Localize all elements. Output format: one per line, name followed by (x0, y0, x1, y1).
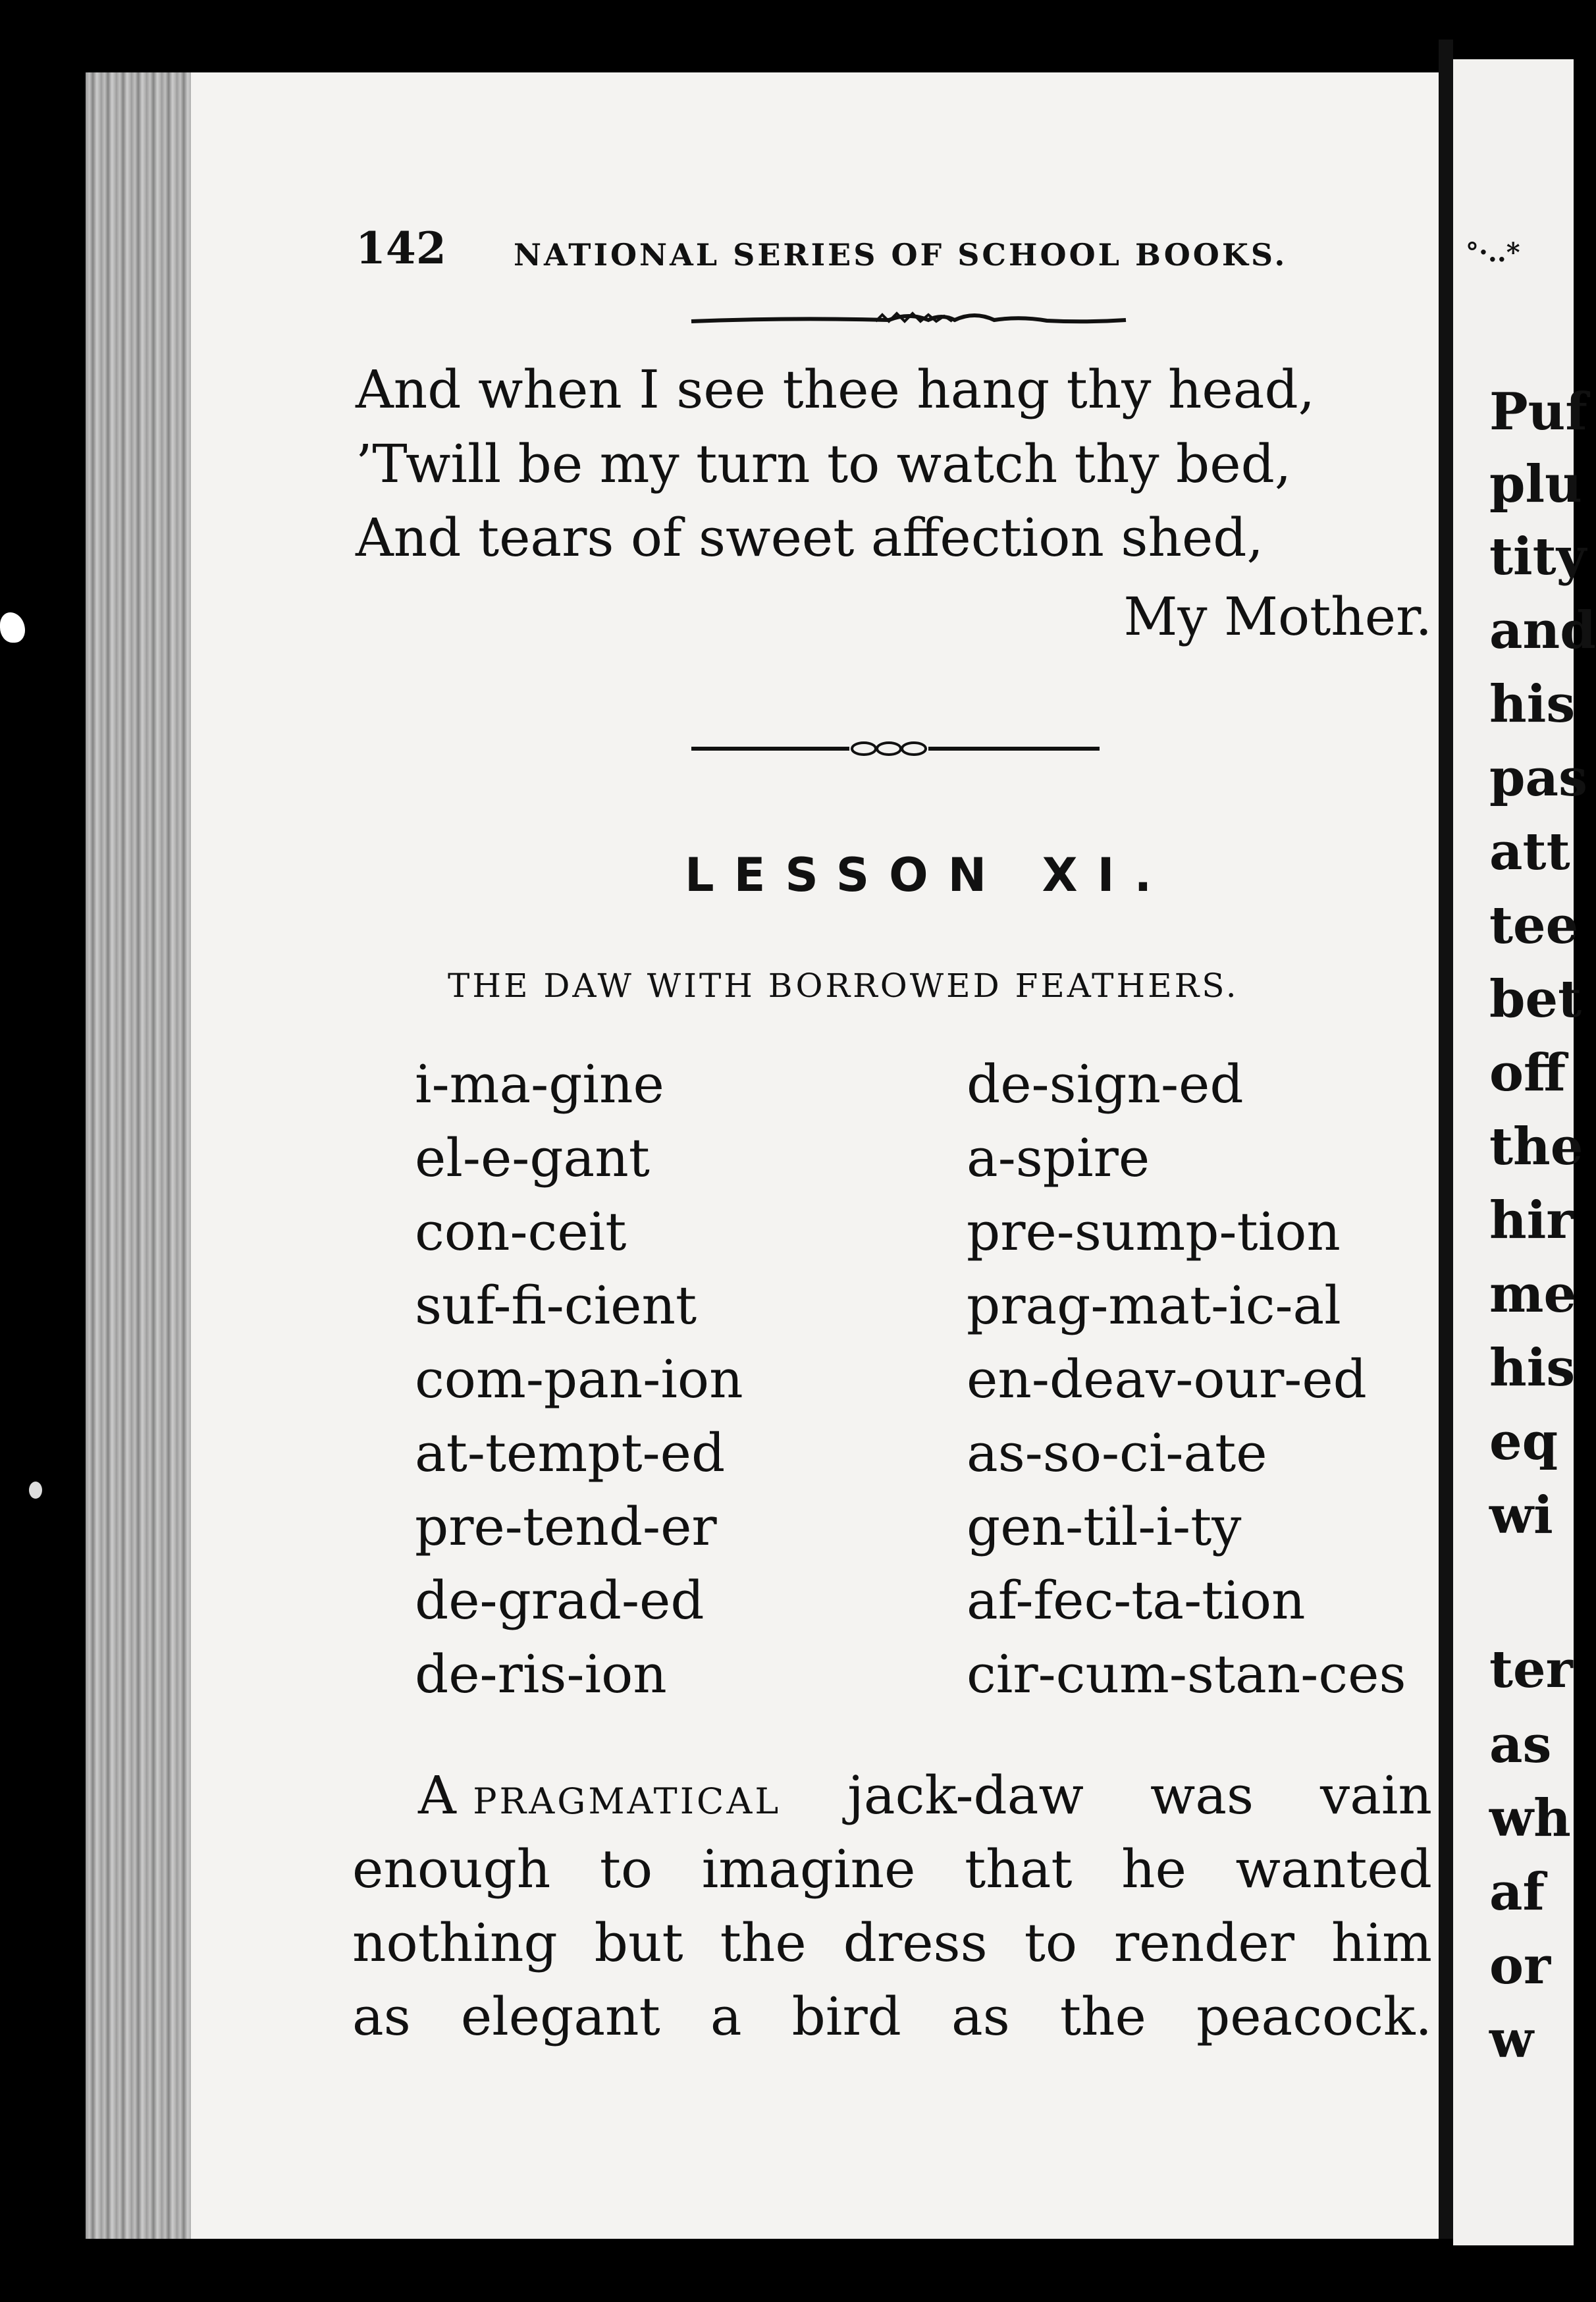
ornament-rule (691, 309, 1126, 329)
prose-word: nothing (352, 1912, 558, 1973)
prose-word: enough (352, 1838, 551, 1900)
poem-line: And when I see thee hang thy head, (356, 359, 1316, 420)
right-page-head-fragment: °·..* (1466, 237, 1520, 268)
right-page-fragment: and (1489, 601, 1596, 660)
page-edge (86, 72, 191, 2239)
right-page-fragment: tity (1489, 527, 1587, 587)
right-page-fragment: me (1489, 1264, 1577, 1324)
lesson-title: THE DAW WITH BORROWED FEATHERS. (448, 967, 1239, 1005)
right-page-fragment: plu (1489, 454, 1582, 514)
spelling-word: prag-mat-ic-al (967, 1275, 1341, 1336)
spelling-word: de-ris-ion (415, 1644, 667, 1705)
prose-word: but (594, 1912, 683, 1973)
right-page-fragment: the (1489, 1117, 1583, 1177)
spelling-word: el-e-gant (415, 1127, 650, 1189)
spelling-word: de-sign-ed (967, 1054, 1244, 1115)
prose-word: imagine (701, 1838, 916, 1900)
scan-mark (29, 1482, 42, 1499)
right-page-fragment: ter (1489, 1640, 1573, 1700)
prose-word: jack-daw (847, 1765, 1084, 1826)
spelling-word: con-ceit (415, 1201, 627, 1262)
prose-word: was (1150, 1765, 1254, 1826)
prose-word: PRAGMATICAL (473, 1780, 782, 1822)
spelling-word: i-ma-gine (415, 1054, 664, 1115)
right-page-fragment: his (1489, 1338, 1576, 1398)
spelling-word: en-deav-our-ed (967, 1349, 1367, 1410)
spelling-word: a-spire (967, 1127, 1150, 1189)
right-page-fragment: tee (1489, 896, 1579, 955)
right-page-fragment: af (1489, 1862, 1545, 1922)
right-page-fragment: hir (1489, 1191, 1574, 1250)
right-page-fragment: wh (1489, 1788, 1571, 1848)
right-page-fragment: off (1489, 1043, 1566, 1103)
right-page-fragment: wi (1489, 1486, 1553, 1545)
prose-word: elegant (460, 1986, 660, 2047)
right-page-fragment: as (1489, 1715, 1552, 1775)
scan-mark (0, 612, 25, 643)
prose-word: him (1331, 1912, 1432, 1973)
prose-word: as (951, 1986, 1010, 2047)
poem-closing: My Mother. (1123, 586, 1432, 647)
prose-word: to (1024, 1912, 1077, 1973)
prose-word: peacock. (1196, 1986, 1432, 2047)
right-page-fragment: att (1489, 822, 1570, 882)
prose-word: vain (1320, 1765, 1432, 1826)
section-divider (691, 739, 1100, 759)
prose-line (352, 1912, 1432, 1973)
poem-line: ’Twill be my turn to watch thy bed, (356, 433, 1292, 495)
prose-line (352, 1838, 1432, 1900)
prose-word: A (418, 1765, 456, 1826)
prose-word: the (1059, 1986, 1146, 2047)
right-page-fragment: his (1489, 674, 1576, 734)
right-page-fragment: w (1489, 2010, 1534, 2070)
prose-word: to (599, 1838, 653, 1900)
spelling-word: de-grad-ed (415, 1570, 705, 1631)
spelling-word: pre-sump-tion (967, 1201, 1341, 1262)
spelling-word: as-so-ci-ate (967, 1422, 1267, 1484)
prose-word: dress (843, 1912, 988, 1973)
prose-word: a (710, 1986, 742, 2047)
right-page-fragment: Puf (1489, 382, 1587, 442)
right-page-fragment: or (1489, 1936, 1551, 1996)
spelling-word: com-pan-ion (415, 1349, 743, 1410)
right-page-fragment: eq (1489, 1412, 1558, 1472)
right-page-fragment: bet (1489, 969, 1582, 1029)
poem-line: And tears of sweet affection shed, (356, 507, 1264, 568)
prose-line (352, 1986, 1432, 2047)
prose-word: wanted (1235, 1838, 1432, 1900)
prose-word: he (1121, 1838, 1186, 1900)
spelling-word: af-fec-ta-tion (967, 1570, 1306, 1631)
book-gutter (1439, 40, 1453, 2239)
spelling-word: suf-fi-cient (415, 1275, 697, 1336)
prose-word: render (1114, 1912, 1294, 1973)
spelling-word: pre-tend-er (415, 1496, 717, 1557)
prose-word: the (720, 1912, 807, 1973)
prose-word: bird (791, 1986, 901, 2047)
prose-line (418, 1765, 1432, 1826)
page-number: 142 (356, 223, 446, 274)
lesson-heading: LESSON XI. (685, 848, 1172, 902)
spelling-word: at-tempt-ed (415, 1422, 726, 1484)
series-title: NATIONAL SERIES OF SCHOOL BOOKS. (514, 237, 1288, 273)
prose-word: that (965, 1838, 1073, 1900)
right-page-fragment: pas (1489, 748, 1587, 808)
spelling-word: cir-cum-stan-ces (967, 1644, 1406, 1705)
prose-word: as (352, 1986, 411, 2047)
running-head (356, 223, 1310, 275)
spelling-word: gen-til-i-ty (967, 1496, 1242, 1557)
